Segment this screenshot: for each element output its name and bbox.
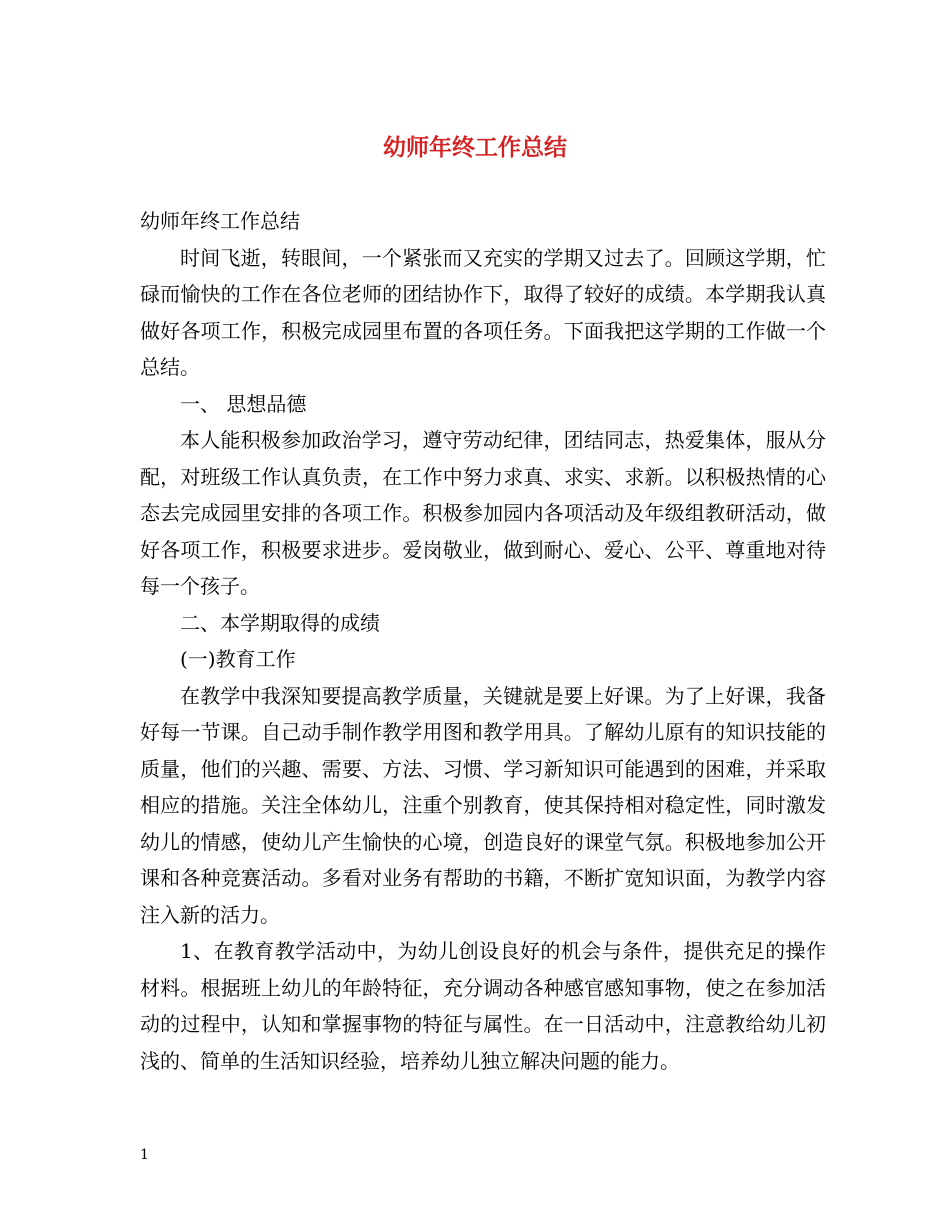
paragraph-teaching: 在教学中我深知要提高教学质量，关键就是要上好课。为了上好课，我备好每一节课。自己动手制作教学用图和教学用具。了解幼儿原有的知识技能的质量，他们的兴趣、需要、方法、习惯、学习新知识可能遇到的困难，并采取相应的措施。关注全体幼儿，注重个别教育，使其保持相对稳定性，同时激发幼儿的情感，使幼儿产生愉快的心境，创造良好的课堂气氛。积极地参加公开课和各种竞赛活动。多看对业务有帮助的书籍，不断扩宽知识面，为教学内容注入新的活力。 xyxy=(140,683,826,927)
page-number: 1 xyxy=(140,1147,149,1163)
document-title: 幼师年终工作总结 xyxy=(383,134,567,161)
document-body xyxy=(140,203,826,1079)
heading-moral-character: 一、 思想品德 xyxy=(180,391,307,416)
paragraph-intro: 时间飞逝，转眼间，一个紧张而又充实的学期又过去了。回顾这学期，忙碌而愉快的工作在各位老师的团结协作下，取得了较好的成绩。本学期我认真做好各项工作，积极完成园里布置的各项任务。下面我把这学期的工作做一个总结。 xyxy=(140,245,826,379)
paragraph-activities: 1、在教育教学活动中，为幼儿创设良好的机会与条件，提供充足的操作材料。根据班上幼儿的年龄特征，充分调动各种感官感知事物，使之在参加活动的过程中，认知和掌握事物的特征与属性。在一日活动中，注意教给幼儿初浅的、简单的生活知识经验，培养幼儿独立解决问题的能力。 xyxy=(140,939,826,1073)
heading-education-work: (一)教育工作 xyxy=(180,647,296,671)
heading-achievements: 二、本学期取得的成绩 xyxy=(180,610,380,635)
paragraph-moral-character: 本人能积极参加政治学习，遵守劳动纪律，团结同志，热爱集体，服从分配，对班级工作认真负责，在工作中努力求真、求实、求新。以积极热情的心态去完成园里安排的各项工作。积极参加园内各项活动及年级组教研活动，做好各项工作，积极要求进步。爱岗敬业，做到耐心、爱心、公平、尊重地对待每一个孩子。 xyxy=(140,428,826,598)
document-subtitle: 幼师年终工作总结 xyxy=(140,209,300,233)
